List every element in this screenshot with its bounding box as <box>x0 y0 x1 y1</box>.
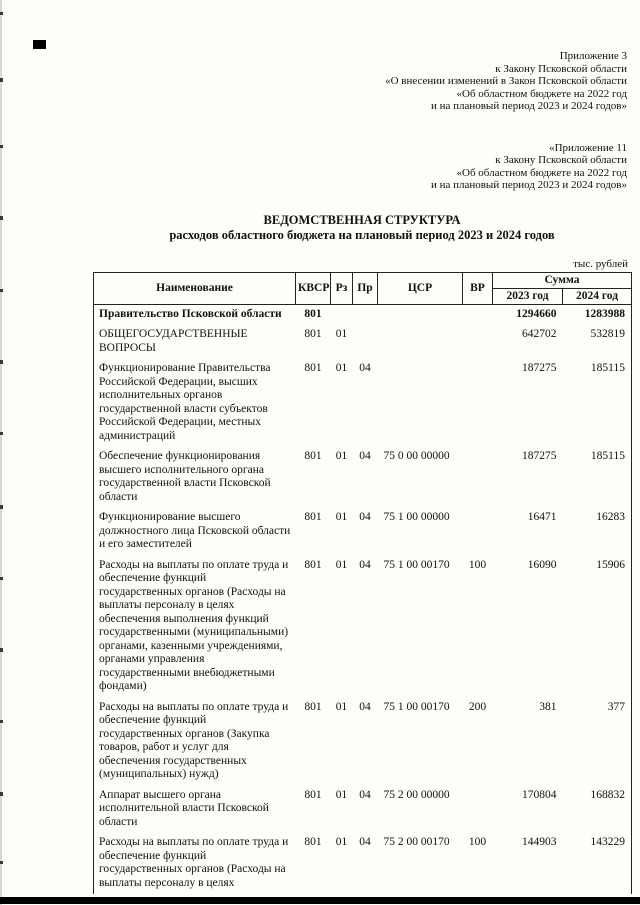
cell-y2023: 381 <box>539 700 557 713</box>
cell-name: Правительство Псковской области <box>94 304 296 325</box>
column-header-kvsr: КВСР <box>296 272 331 304</box>
column-header-2024: 2024 год <box>563 288 632 304</box>
cell-rz: 01 <box>335 788 348 801</box>
cell-name: ОБЩЕГОСУДАРСТВЕННЫЕ ВОПРОСЫ <box>94 325 296 359</box>
cell-kvsr: 801 <box>304 307 322 320</box>
scan-artifact <box>0 360 3 364</box>
cell-vr <box>463 508 493 556</box>
table-row <box>94 786 632 834</box>
scan-artifact <box>0 12 3 15</box>
cell-vr <box>463 447 493 508</box>
column-header-2023: 2023 год <box>493 288 563 304</box>
annotation-line: и на плановый период 2023 и 2024 годов» <box>430 100 627 112</box>
cell-pr <box>353 304 378 325</box>
cell-kvsr: 801 <box>304 328 322 340</box>
cell-pr: 04 <box>359 788 371 801</box>
cell-y2024: 15906 <box>563 556 632 698</box>
cell-pr: 04 <box>359 700 371 713</box>
scan-artifact <box>0 216 3 220</box>
cell-rz: 01 <box>335 511 348 523</box>
column-header-vr: ВР <box>463 272 493 304</box>
annotation-line: «Приложение 11 <box>549 141 627 154</box>
table-row <box>94 698 632 786</box>
scan-artifact <box>0 861 3 864</box>
annotation-line: «Об областном бюджете на 2022 год <box>456 87 627 100</box>
cell-csr: 75 1 00 00170 <box>383 700 450 713</box>
cell-y2024: 185115 <box>563 447 632 508</box>
cell-kvsr: 801 <box>304 511 322 523</box>
cell-rz <box>331 304 353 325</box>
cell-kvsr: 801 <box>304 362 322 374</box>
table-row <box>94 556 632 698</box>
scan-artifact <box>0 792 3 796</box>
cell-y2023: 16090 <box>527 558 557 571</box>
cell-csr: 75 2 00 00000 <box>383 788 450 801</box>
scan-artifact <box>33 40 46 49</box>
cell-name: Расходы на выплаты по оплате труда и обеспечение функций государственных органов (Закупка товаров, работ и услуг для обеспечения государственных (муниципальных) нужд) <box>94 698 296 786</box>
cell-kvsr: 801 <box>304 836 322 848</box>
cell-name: Расходы на выплаты по оплате труда и обеспечение функций государственных органов (Расходы на выплаты персоналу в целях обеспечения выполнения функций государственными (муниципальными) органами, казенными учреждениями, органами управления государственными внебюджетными фондами) <box>94 556 296 698</box>
table-row <box>94 359 632 447</box>
table-body <box>94 304 632 894</box>
cell-y2024: 143229 <box>563 833 632 894</box>
cell-rz: 01 <box>335 836 348 848</box>
scan-artifact <box>0 720 3 723</box>
scan-artifact <box>0 648 3 652</box>
cell-rz: 01 <box>335 450 348 462</box>
table-header <box>94 272 632 304</box>
cell-y2024: 168832 <box>563 786 632 834</box>
cell-csr <box>378 304 463 325</box>
cell-vr: 100 <box>468 558 487 571</box>
scan-bottom-bar-artifact <box>0 897 640 904</box>
scan-edge-artifact <box>0 0 2 905</box>
cell-pr: 04 <box>359 558 371 571</box>
cell-csr: 75 1 00 00000 <box>383 511 450 523</box>
cell-csr: 75 0 00 00000 <box>383 450 450 462</box>
cell-vr <box>463 325 493 359</box>
annotation-line: «Об областном бюджете на 2022 год <box>456 166 627 179</box>
annotation-line: и на плановый период 2023 и 2024 годов» <box>430 179 627 191</box>
cell-y2023: 187275 <box>522 362 557 374</box>
column-header-pr: Пр <box>353 272 378 304</box>
cell-kvsr: 801 <box>304 450 322 462</box>
cell-name: Аппарат высшего органа исполнительной власти Псковской области <box>94 786 296 834</box>
scan-artifact <box>0 289 3 292</box>
cell-kvsr: 801 <box>304 788 322 801</box>
cell-pr: 04 <box>359 362 371 374</box>
cell-pr: 04 <box>359 511 371 523</box>
column-header-name: Наименование <box>94 272 296 304</box>
cell-csr <box>378 325 463 359</box>
table-row <box>94 325 632 359</box>
table-row <box>94 508 632 556</box>
column-header-summa: Сумма <box>493 272 632 288</box>
cell-name: Функционирование Правительства Российской Федерации, высших исполнительных органов государственной власти субъектов Российской Федерации, местных администраций <box>94 359 296 447</box>
units-note: тыс. рублей <box>573 257 628 270</box>
cell-y2023: 170804 <box>522 788 557 801</box>
cell-csr: 75 1 00 00170 <box>383 558 450 571</box>
column-header-rz: Рз <box>331 272 353 304</box>
annotation-line: к Закону Псковской области <box>495 154 627 166</box>
cell-rz: 01 <box>335 558 348 571</box>
cell-rz: 01 <box>335 362 348 374</box>
cell-kvsr: 801 <box>304 700 322 713</box>
cell-pr: 04 <box>359 836 371 848</box>
cell-y2023: 1294660 <box>516 307 557 320</box>
cell-pr: 04 <box>359 450 371 462</box>
scan-artifact <box>0 145 3 148</box>
cell-rz: 01 <box>335 328 348 340</box>
cell-name: Функционирование высшего должностного лица Псковской области и его заместителей <box>94 508 296 556</box>
cell-csr: 75 2 00 00170 <box>383 836 450 848</box>
annotation-block-2 <box>0 142 640 192</box>
cell-y2023: 144903 <box>522 836 557 848</box>
scan-artifact <box>0 577 3 580</box>
annotation-line: к Закону Псковской области <box>495 62 627 75</box>
cell-vr: 100 <box>468 836 487 848</box>
cell-y2024: 185115 <box>563 359 632 447</box>
scan-artifact <box>0 505 3 509</box>
page-title-line-1: ВЕДОМСТВЕННАЯ СТРУКТУРА <box>263 212 461 227</box>
cell-csr <box>378 359 463 447</box>
cell-kvsr: 801 <box>304 558 322 571</box>
cell-vr <box>463 304 493 325</box>
table-row <box>94 447 632 508</box>
budget-table <box>93 272 632 895</box>
cell-y2024: 532819 <box>563 325 632 359</box>
cell-rz: 01 <box>335 700 348 713</box>
cell-y2023: 16471 <box>527 511 557 523</box>
page-title-line-2: расходов областного бюджета на плановый период 2023 и 2024 годов <box>169 227 555 242</box>
annotation-line: «О внесении изменений в Закон Псковской области <box>385 75 627 87</box>
cell-name: Расходы на выплаты по оплате труда и обеспечение функций государственных органов (Расходы на выплаты персоналу в целях <box>94 833 296 894</box>
cell-y2023: 642702 <box>522 328 557 340</box>
scan-artifact <box>0 78 3 82</box>
table-row <box>94 833 632 894</box>
annotation-block-1 <box>0 50 640 113</box>
cell-name: Обеспечение функционирования высшего исполнительного органа государственной власти Псковской области <box>94 447 296 508</box>
cell-vr: 200 <box>468 700 487 713</box>
cell-pr <box>353 325 378 359</box>
scan-artifact <box>0 432 3 435</box>
cell-vr <box>463 786 493 834</box>
column-header-csr: ЦСР <box>378 272 463 304</box>
cell-vr <box>463 359 493 447</box>
cell-y2024: 16283 <box>563 508 632 556</box>
cell-y2024: 1283988 <box>563 304 632 325</box>
cell-y2024: 377 <box>563 698 632 786</box>
table-row <box>94 304 632 325</box>
cell-y2023: 187275 <box>522 450 557 462</box>
page-title <box>93 213 631 243</box>
annotation-line: Приложение 3 <box>559 50 627 62</box>
